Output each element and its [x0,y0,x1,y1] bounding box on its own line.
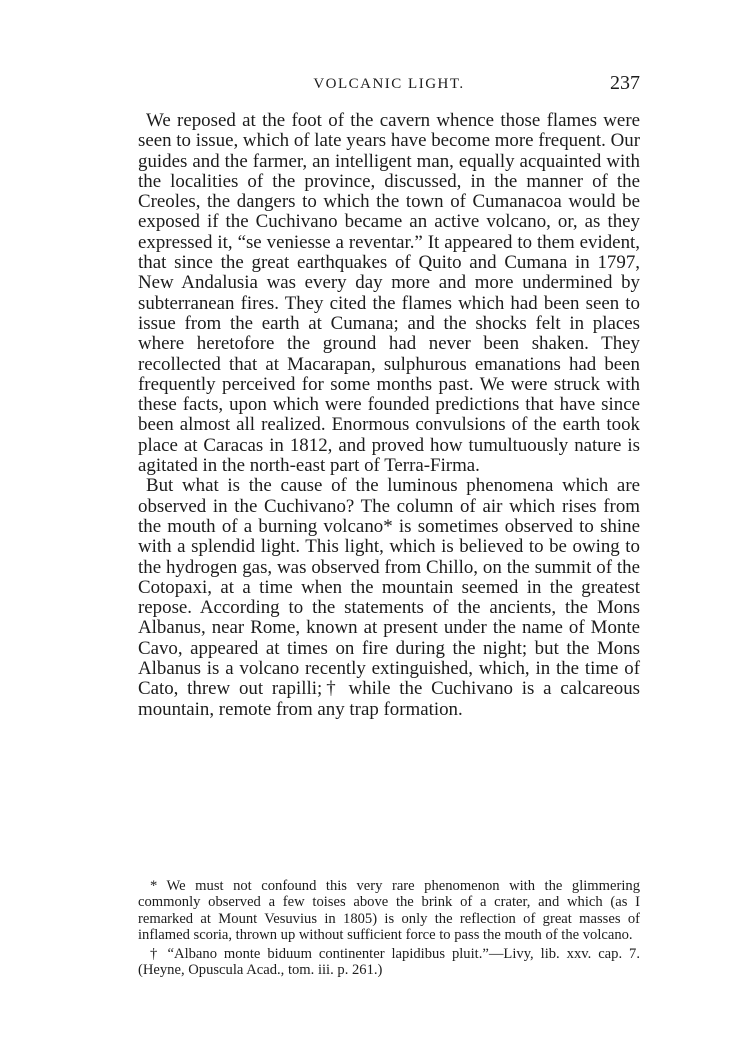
paragraph: But what is the cause of the luminous phenomena which are observed in the Cuchivano? The column of air which rises from the mouth of a burning volcano* is sometimes observed to shine with a splendid light. This light, which is believed to be owing to the hydrogen gas, was observed from Chillo, on the summit of the Cotopaxi, at a time when the mountain seemed in the greatest repose. According to the statements of the ancients, the Mons Albanus, near Rome, known at present under the name of Monte Cavo, appeared at times on fire during the night; but the Mons Albanus is a volcano recently extinguished, which, in the time of Cato, threw out rapilli;† while the Cuchivano is a calcareous mountain, remote from any trap formation. [138,475,640,720]
body-text [138,111,640,720]
paragraph: We reposed at the foot of the cavern whence those flames were seen to issue, which of late years have become more frequent. Our guides and the farmer, an intelligent man, equally acquainted with the localities of the province, discussed, in the manner of the Creoles, the dangers to which the town of Cumanacoa would be exposed if the Cuchivano became an active volcano, or, as they expressed it, “se veniesse a reventar.” It appeared to them evident, that since the great earthquakes of Quito and Cumana in 1797, New Andalusia was every day more and more undermined by subterranean fires. They cited the flames which had been seen to issue from the earth at Cumana; and the shocks felt in places where heretofore the ground had never been shaken. They recollected that at Macarapan, sulphurous emanations had been frequently perceived for some months past. We were struck with these facts, upon which were founded predictions that have since been almost all realized. Enormous convulsions of the earth took place at Caracas in 1812, and proved how tumultuously nature is agitated in the north-east part of Terra-Firma. [138,110,640,477]
footnotes [138,878,640,978]
footnote: † “Albano monte biduum continenter lapidibus pluit.”—Livy, lib. xxv. cap. 7. (Heyne, Opuscula Acad., tom. iii. p. 261.) [138,945,640,979]
page-number: 237 [610,72,640,94]
footnote: * We must not confound this very rare phenomenon with the glimmering commonly observed a few toises above the brink of a crater, and which (as I remarked at Mount Vesuvius in 1805) is only the reflection of great masses of inflamed scoria, thrown up without sufficient force to pass the mouth of the volcano. [138,878,640,944]
running-title: VOLCANIC LIGHT. [313,76,465,92]
running-head [138,74,640,102]
